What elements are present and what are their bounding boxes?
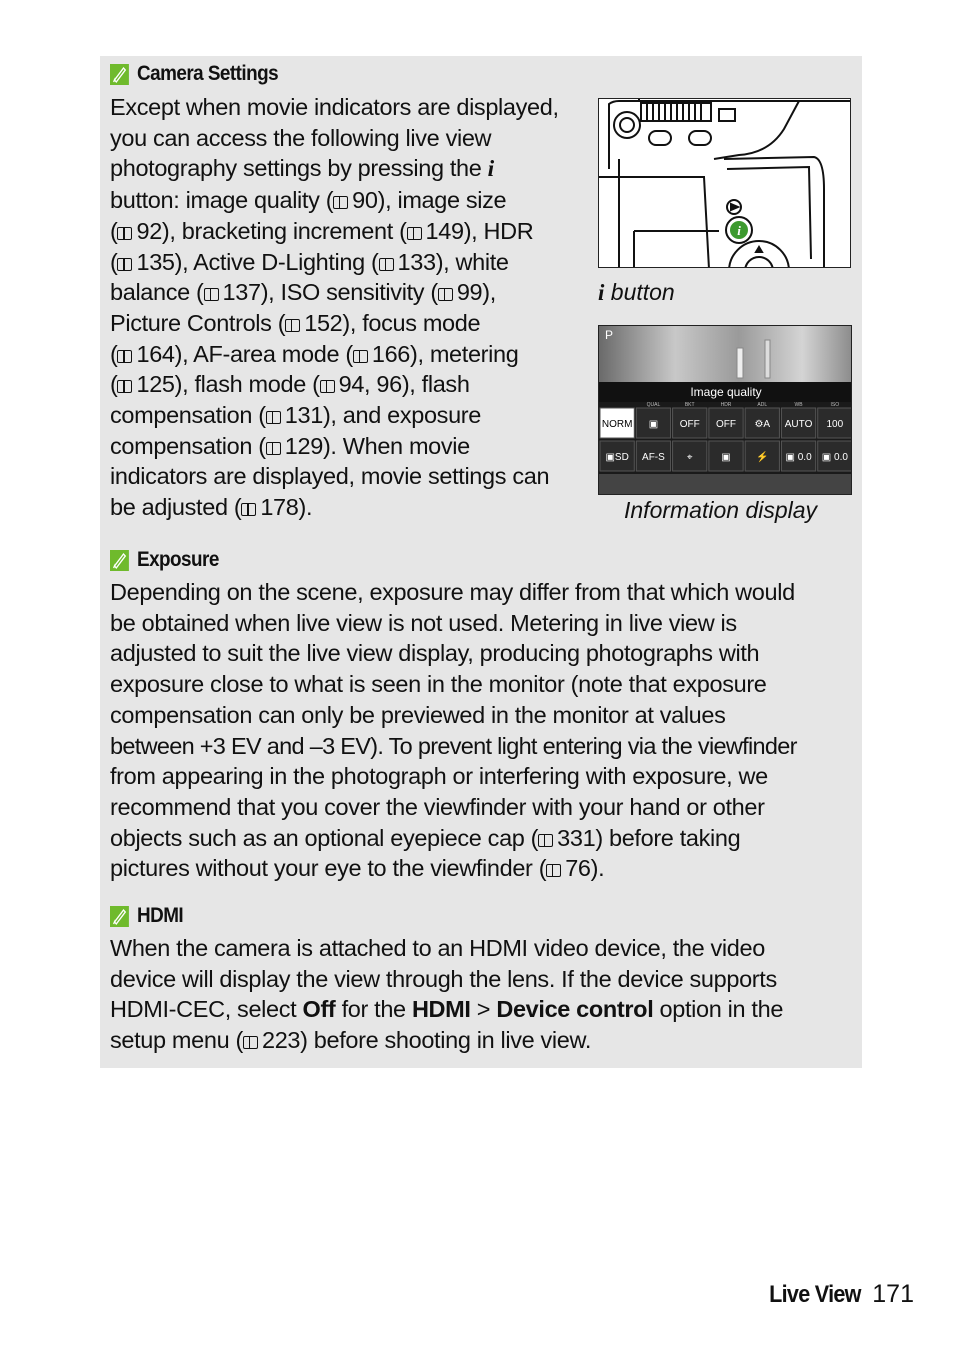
text-segment: compensation ( — [110, 402, 266, 429]
page-footer — [759, 1280, 914, 1309]
text-line: photography settings by pressing the — [110, 155, 482, 182]
hdmi-menu-item: HDMI — [411, 996, 471, 1023]
text-line: recommend that you cover the viewfinder with your hand or other — [110, 793, 765, 820]
text-segment: 135), Active D-Lighting ( — [136, 248, 379, 275]
info-cell-value: ▣ 0.0 — [785, 452, 812, 463]
info-cell-value: NORM — [601, 419, 633, 430]
text-line: device will display the view through the lens. If the device supports — [110, 965, 777, 992]
info-cell-value: ▣ — [721, 452, 731, 463]
page-ref-icon — [438, 288, 453, 301]
off-option: Off — [302, 996, 336, 1023]
note-check-icon — [110, 906, 129, 927]
camera-drawing — [599, 99, 851, 268]
exposure-heading — [110, 548, 219, 572]
text-line: between +3 EV and –3 EV). To prevent light entering via the viewfinder — [110, 732, 797, 759]
text-segment: 129). When movie — [284, 432, 470, 459]
text-line: you can access the following live view — [110, 124, 492, 151]
page-ref-icon — [266, 411, 281, 424]
text-line: compensation can only be previewed in the monitor at values — [110, 701, 726, 728]
info-cell-value: 100 — [826, 419, 844, 430]
text-segment: option in the — [653, 996, 784, 1023]
info-cell-value: OFF — [716, 419, 736, 430]
text-line: indicators are displayed, movie settings can — [110, 463, 550, 490]
page-number: 171 — [872, 1280, 914, 1308]
i-button-glyph: i — [487, 156, 494, 183]
info-column-label: ISO — [830, 402, 840, 408]
text-segment: 99), — [456, 279, 496, 306]
text-segment: 152), focus mode — [304, 309, 481, 336]
text-segment: 90), image size — [352, 187, 507, 214]
camera-settings-body: Except when movie indicators are displayed, you can access the following live view photography settings by pressing the i button: image quality ( 90), image size ( 92), bracketing increment ( 149), HDR ( 135), Active D-Lighting ( 133), white balance ( 137), ISO sensitivity ( 99), Picture Controls ( 152), focus mode ( 164), AF-area mode ( 166), metering ( 125), flash mode ( 94, 96), flash compensation ( 131), and exposure compensation ( 129). When movie indicators are displayed, movie settings can be adjusted ( 178). — [110, 92, 585, 523]
section-title: Camera Settings — [137, 62, 279, 85]
section-title: HDMI — [137, 904, 184, 927]
note-check-icon — [110, 64, 129, 85]
text-segment: 164), AF-area mode ( — [136, 340, 353, 367]
info-column-label: QUAL — [646, 402, 661, 408]
page-ref-icon — [117, 227, 132, 240]
text-segment: 149), HDR — [425, 217, 534, 244]
info-cell-value: AUTO — [784, 419, 813, 430]
page-ref-icon — [117, 380, 132, 393]
info-cell-value: ⚡ — [756, 452, 769, 463]
info-display-svg — [599, 326, 852, 495]
info-cell-value: AF-S — [642, 452, 665, 463]
text-segment: for the — [335, 996, 412, 1023]
text-line: exposure close to what is seen in the monitor (note that exposure — [110, 671, 767, 698]
page-ref-icon — [204, 288, 219, 301]
page-ref-icon — [320, 380, 335, 393]
text-segment: Picture Controls ( — [110, 309, 286, 336]
text-segment: objects such as an optional eyepiece cap ( — [110, 824, 539, 851]
text-line: be obtained when live view is not used. Metering in live view is — [110, 609, 737, 636]
page-ref-icon — [241, 503, 256, 516]
text-segment: pictures without your eye to the viewfinder ( — [110, 855, 547, 882]
text-line: When the camera is attached to an HDMI video device, the video — [110, 935, 765, 961]
page-ref-icon — [379, 258, 394, 271]
text-segment: button: image quality ( — [110, 187, 334, 214]
i-button-caption — [598, 279, 675, 306]
hdmi-body — [110, 933, 855, 1056]
info-column-label: ADL — [757, 402, 768, 408]
text-segment: 133), white — [397, 248, 509, 275]
i-button-icon-glyph: i — [737, 223, 741, 238]
text-segment: compensation ( — [110, 432, 266, 459]
information-display-illustration — [598, 325, 852, 495]
info-cell-value: OFF — [679, 419, 700, 430]
info-column-label: HDR — [720, 402, 732, 408]
page-ref-icon — [538, 834, 553, 847]
info-cell-value: ▣ — [648, 419, 659, 430]
info-cell-value: ▣SD — [605, 452, 629, 463]
page-ref-icon — [266, 442, 281, 455]
page-ref-icon — [117, 350, 132, 363]
text-segment: HDMI-CEC, select — [110, 996, 303, 1023]
text-segment: 76). — [565, 855, 605, 882]
text-line: Except when movie indicators are displayed, — [110, 94, 559, 120]
text-segment: 92), bracketing increment ( — [136, 217, 407, 244]
text-segment: 223) before shooting in live view. — [261, 1027, 592, 1054]
text-segment: 166), metering — [371, 340, 519, 367]
info-menu-title: Image quality — [690, 385, 762, 399]
info-column-label: WB — [794, 402, 803, 408]
caption-text: button — [610, 279, 675, 305]
camera-settings-heading — [110, 62, 278, 86]
info-cell-value: ⌖ — [686, 452, 693, 463]
camera-back-illustration — [598, 98, 851, 268]
note-check-icon — [110, 550, 129, 571]
info-column-label: BKT — [684, 402, 695, 408]
text-line: from appearing in the photograph or interfering with exposure, we — [110, 763, 768, 790]
text-segment: > — [470, 996, 497, 1023]
info-cell-value: ▣ 0.0 — [821, 452, 848, 463]
page-ref-icon — [407, 227, 422, 240]
page-ref-icon — [243, 1036, 258, 1049]
information-display-caption: Information display — [624, 497, 818, 523]
exposure-body — [110, 577, 855, 884]
page-ref-icon — [353, 350, 368, 363]
hdmi-heading — [110, 904, 183, 928]
info-cell-value: ⚙A — [754, 419, 771, 430]
text-segment: 131), and exposure — [284, 402, 481, 429]
text-segment: 137), ISO sensitivity ( — [222, 279, 438, 306]
device-control-option: Device control — [496, 996, 654, 1023]
i-glyph: i — [598, 280, 605, 305]
text-line: Depending on the scene, exposure may differ from that which would — [110, 579, 795, 605]
text-segment: setup menu ( — [110, 1027, 243, 1054]
footer-section-title: Live View — [768, 1281, 861, 1308]
text-segment: 178). — [260, 494, 313, 521]
text-segment: 331) before taking — [557, 824, 741, 851]
page-ref-icon — [546, 864, 561, 877]
page-ref-icon — [333, 196, 348, 209]
text-segment: balance ( — [110, 279, 204, 306]
text-segment: be adjusted ( — [110, 494, 242, 521]
text-segment: 94, 96), flash — [338, 371, 470, 398]
page-ref-icon — [285, 319, 300, 332]
shooting-mode-label: P — [605, 328, 614, 342]
section-title: Exposure — [137, 548, 219, 571]
page-ref-icon — [117, 258, 132, 271]
text-segment: 125), flash mode ( — [136, 371, 320, 398]
text-line: adjusted to suit the live view display, producing photographs with — [110, 640, 760, 667]
